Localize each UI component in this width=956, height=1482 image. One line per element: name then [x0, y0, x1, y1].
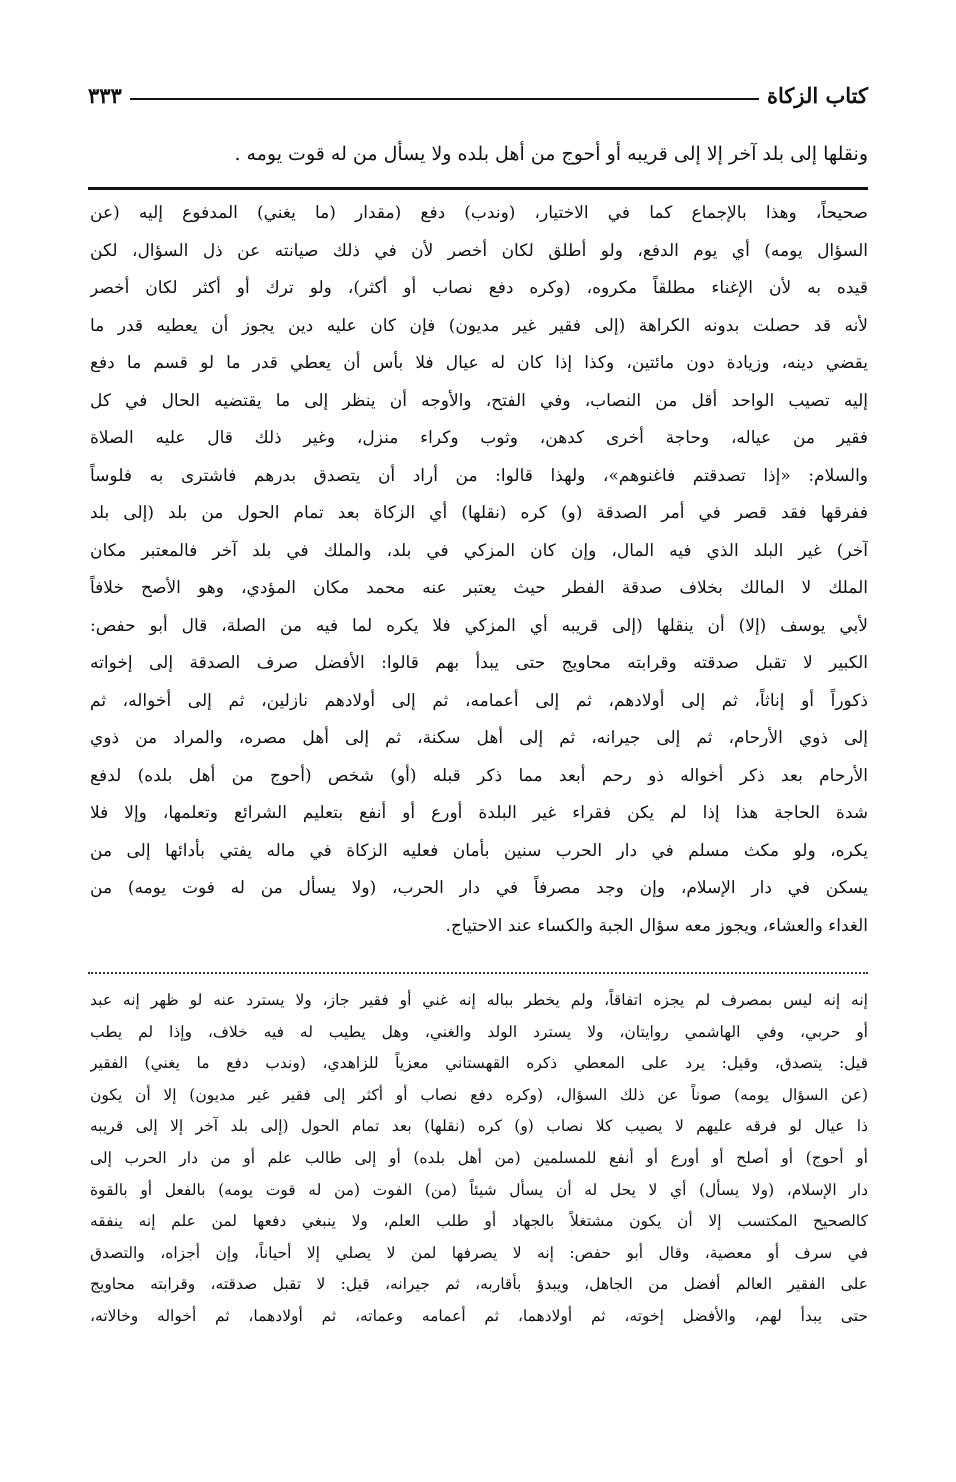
main-text: ونقلها إلى بلد آخر إلا إلى قريبه أو أحوج من أهل بلده ولا يسأل من له قوت يومه . — [234, 143, 868, 165]
gloss-line: ذا عيال لو فرقه عليهم لا يصيب كلا نصاب (و) كره (نقلها) بعد تمام الحول (إلى بلد آخر إلا إلى قريبه — [90, 1117, 868, 1136]
running-title: كتاب الزكاة — [766, 82, 868, 108]
commentary-line: شدة الحاجة هذا إذا لم يكن فقراء غير البلدة أورع أو أنفع بتعليم الشرائع وتعلمها، وإلا فلا — [90, 803, 868, 823]
commentary-line: لأبي يوسف (إلا) أن ينقلها (إلى قريبه أي المزكي فلا يكره لما فيه من الصلة، قال أبو حفص: — [90, 615, 868, 636]
commentary-line: قيده به لأن الإغناء مطلقاً مكروه، (وكره دفع نصاب أو أكثر)، ولو ترك أو أكثر لكان أخصر — [90, 278, 868, 298]
header-rule — [130, 98, 759, 100]
commentary-line: صحيحاً، وهذا بالإجماع كما في الاختيار، (وندب) دفع (مقدار (ما يغني) المدفوع إليه (عن — [90, 203, 868, 223]
marginal-gloss-block — [90, 985, 868, 1333]
commentary-line: يقضي دينه، وزيادة دون مائتين، وكذا إذا كان له عيال فلا بأس أن يعطي قدر ما لو قسم ما دفع — [90, 353, 868, 373]
commentary-line: الغداء والعشاء، ويجوز معه سؤال الجبة والكساء عند الاحتياج. — [445, 915, 868, 936]
commentary-block — [90, 195, 868, 945]
commentary-line: آخر) غير البلد الذي فيه المال، وإن كان المزكي في بلد، والملك في بلد آخر فالمعتبر مكان — [90, 540, 868, 561]
gloss-line: (عن السؤال يومه) صوناً عن ذلك السؤال، (وكره دفع نصاب أو أكثر إلى فقير غير مديون) إلا أن يكون — [90, 1085, 868, 1104]
footnote-separator — [88, 972, 868, 974]
main-text-separator — [88, 187, 868, 190]
commentary-line: ففرقها فقد قصر في أمر الصدقة (و) كره (نقلها) أي الزكاة بعد تمام الحول من بلد (إلى بلد — [90, 503, 868, 523]
gloss-line: في سرف أو معصية، وقال أبو حفص: إنه لا يصرفها لمن لا يصلي إلا أحياناً، وإن أجزاه، والتصدق — [90, 1243, 868, 1262]
gloss-line: إنه إنه ليس بمصرف لم يجزه اتفاقاً، ولم يخطر بباله إنه غني أو فقير جاز، ولا يسترد عنه لو ظهر إنه عبد — [90, 991, 868, 1009]
commentary-line: إليه تصيب الواحد أقل من النصاب، وفي الفتح، والأوجه أن ينظر إلى ما يقتضيه الحال في كل — [90, 390, 868, 411]
commentary-line: الملك لا المالك بخلاف صدقة الفطر حيث يعتبر عنه محمد مكان المؤدي، وهو الأصح خلافاً — [90, 578, 868, 598]
commentary-line: يسكن في دار الإسلام، وإن وجد مصرفاً في دار الحرب، (ولا يسأل من له فوت يومه) من — [90, 878, 868, 898]
page-number: ٣٣٣ — [88, 82, 122, 108]
commentary-line: يكره، ولو مكث مسلم في دار الحرب سنين بأمان فعليه الزكاة في ماله يفتي بأدائها إلى من — [90, 840, 868, 861]
gloss-line: كالصحيح المكتسب إلا أن يكون مشتغلاً بالجهاد أو طلب العلم، ولا ينبغي دفعها لمن علم إنه ينفقه — [90, 1212, 868, 1231]
commentary-line: السؤال يومه) أي يوم الدفع، ولو أطلق لكان أخصر لأن في ذلك صيانته عن ذل السؤال، لكن — [90, 240, 868, 261]
gloss-line: دار الإسلام، (ولا يسأل) أي لا يحل له أن يسأل شيئاً (من) الفوت (من له قوت يومه) بالفعل أو بالقوة — [90, 1180, 868, 1199]
gloss-line: أو حربي، وفي الهاشمي روايتان، ولا يسترد الولد والغني، وهل يطيب له فيه خلاف، وإذا لم يطب — [90, 1022, 868, 1041]
page-header — [88, 80, 868, 110]
gloss-line: حتى يبدأ لهم، والأفضل إخوته، ثم أولادهما، ثم أعمامه وعماته، ثم أولادهما، ثم أخواله وخالاته، — [90, 1306, 868, 1325]
gloss-line: أو أحوج) أو أصلح أو أورع أو أنفع للمسلمين (من أهل بلده) أو إلى طالب علم أو من دار الحرب إلى — [90, 1148, 868, 1167]
commentary-line: ذكوراً أو إناثاً، ثم إلى أولادهم، ثم إلى أعمامه، ثم إلى أولادهم نازلين، ثم إلى أخواله، ثم — [90, 690, 868, 711]
commentary-line: الكبير لا تقبل صدقته وقرابته محاويج حتى يبدأ بهم قالوا: الأفضل صرف الصدقة إلى إخواته — [90, 653, 868, 673]
commentary-line: والسلام: «إذا تصدقتم فاغنوهم»، ولهذا قالوا: من أراد أن يتصدق بدرهم فاشترى به فلوساً — [90, 465, 868, 486]
commentary-line: إلى ذوي الأرحام، ثم إلى جيرانه، ثم إلى أهل سكنة، ثم إلى أهل مصره، والمراد من ذوي — [90, 728, 868, 748]
commentary-line: لأنه قد حصلت بدونه الكراهة (إلى فقير غير مديون) فإن كان عليه دين يجوز أن يعطيه قدر ما — [90, 315, 868, 336]
commentary-line: الأرحام بعد ذكر أخواله ذو رحم أبعد مما ذكر قبله (أو) شخص (أحوج من أهل بلده) لدفع — [90, 765, 868, 786]
commentary-line: فقير من عياله، وحاجة أخرى كدهن، وثوب وكراء منزل، وغير ذلك قال عليه الصلاة — [90, 428, 868, 448]
gloss-line: قيل: يتصدق، وقيل: يرد على المعطي ذكره القهستاني معزياً للزاهدي، (وندب دفع ما يغني) الفقير — [90, 1054, 868, 1073]
gloss-line: على الفقير العالم أفضل من الجاهل، ويبدؤ بأقاربه، ثم جيرانه، قيل: لا تقبل صدقته، وقرابته محاويج — [90, 1275, 868, 1294]
